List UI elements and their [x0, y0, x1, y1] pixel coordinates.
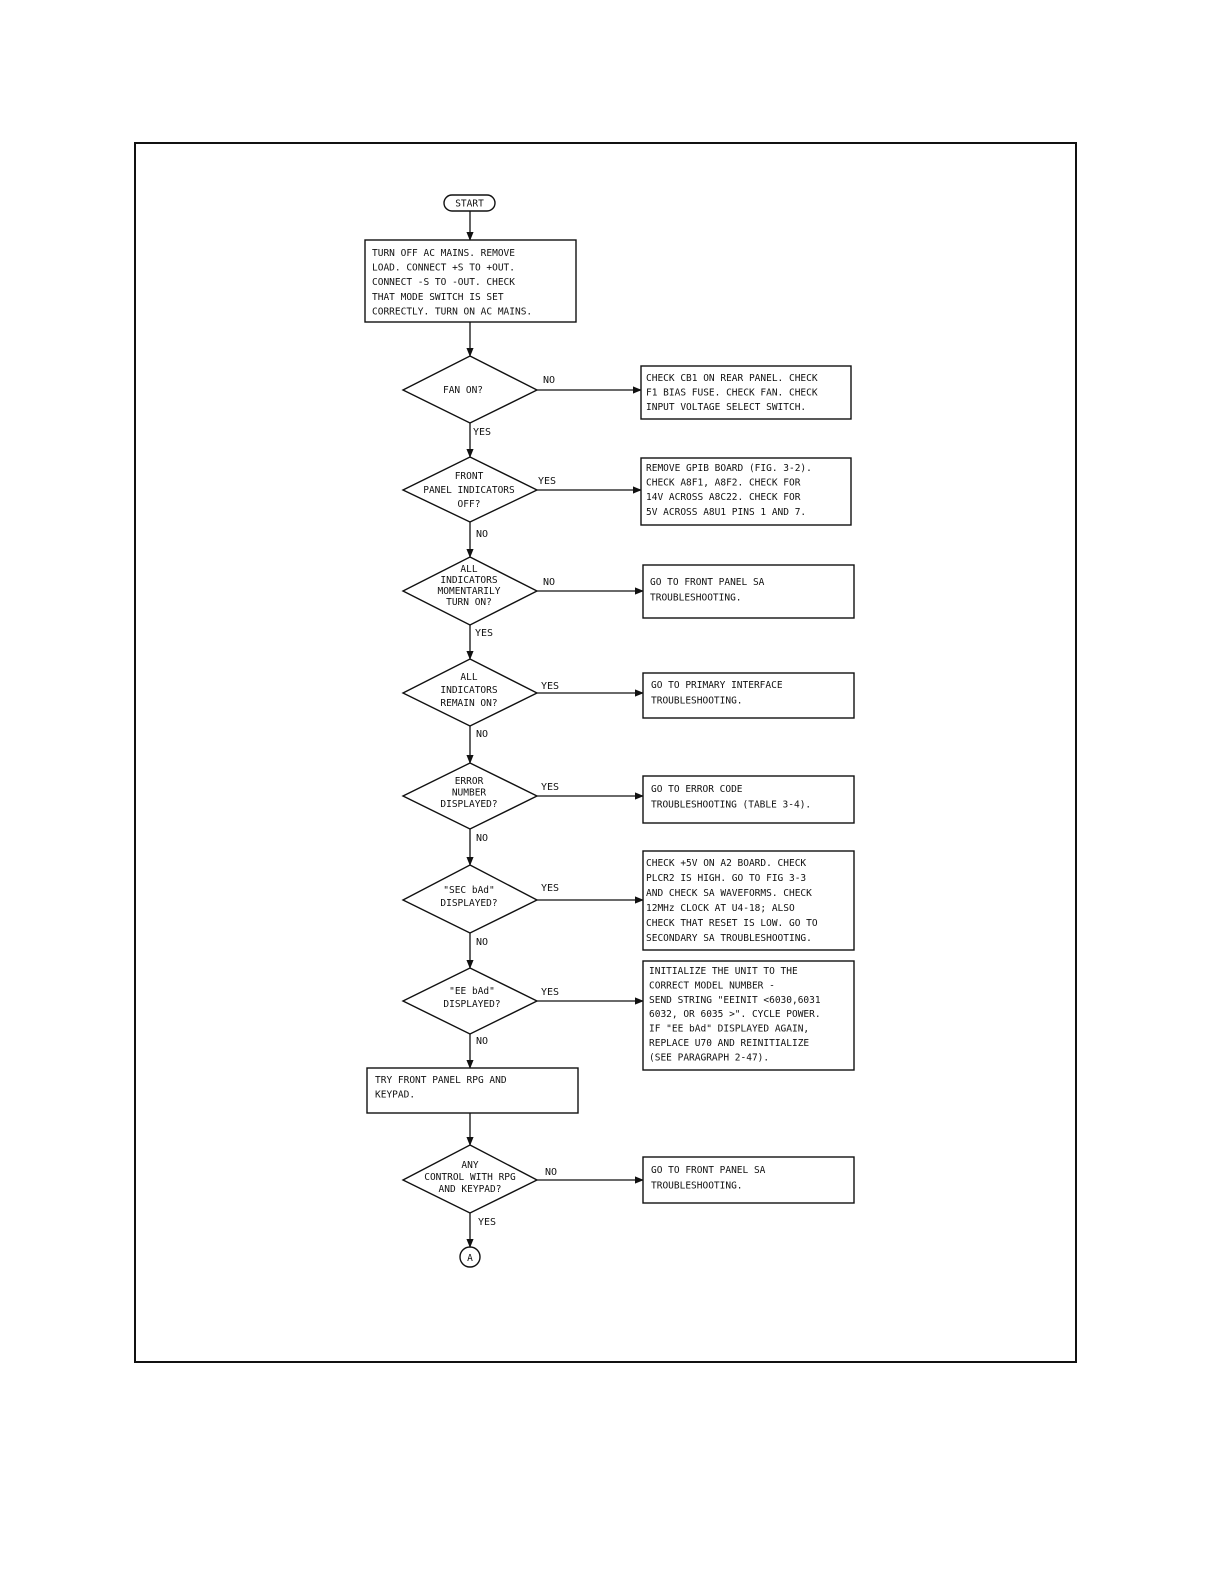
text-line: 14V ACROSS A8C22. CHECK FOR — [646, 492, 801, 504]
process-try-rpg — [367, 1068, 578, 1113]
text-line: KEYPAD. — [375, 1089, 416, 1101]
decision-sec-bad — [403, 865, 537, 933]
decision-all-momentarily-on — [403, 557, 537, 625]
label-yes: YES — [541, 987, 560, 998]
text-line: 5V ACROSS A8U1 PINS 1 AND 7. — [646, 506, 807, 518]
label-no: NO — [476, 937, 489, 948]
text-line: CONNECT -S TO -OUT. CHECK — [372, 277, 515, 289]
text-line: CORRECTLY. TURN ON AC MAINS. — [372, 306, 533, 318]
label-yes: YES — [538, 476, 557, 487]
text-line: AND KEYPAD? — [438, 1184, 502, 1195]
text-line: TRY FRONT PANEL RPG AND — [375, 1075, 507, 1086]
text-line: LOAD. CONNECT +S TO +OUT. — [372, 262, 515, 274]
text-line: IF "EE bAd" DISPLAYED AGAIN, — [649, 1023, 810, 1035]
text-line: CHECK A8F1, A8F2. CHECK FOR — [646, 477, 801, 489]
text-line: TROUBLESHOOTING (TABLE 3-4). — [651, 799, 812, 811]
text-line: REPLACE U70 AND REINITIALIZE — [649, 1038, 810, 1049]
label-yes: YES — [473, 427, 492, 438]
text-line: INDICATORS — [440, 685, 498, 696]
text-line: F1 BIAS FUSE. CHECK FAN. CHECK — [646, 387, 818, 399]
text-line: ANY — [461, 1160, 479, 1171]
text-line: REMAIN ON? — [440, 698, 498, 709]
label-no: NO — [543, 577, 556, 588]
text-line: GO TO FRONT PANEL SA — [651, 1165, 766, 1176]
text-line: FAN ON? — [442, 385, 484, 396]
label-no: NO — [476, 529, 489, 540]
action-error-code — [643, 776, 854, 823]
text-line: SEND STRING "EEINIT <6030,6031 — [649, 994, 821, 1006]
text-line: NUMBER — [451, 787, 487, 799]
text-line: OFF? — [457, 499, 481, 510]
decision-any-control — [403, 1145, 537, 1213]
text-line: (SEE PARAGRAPH 2-47). — [649, 1052, 770, 1064]
label-no: NO — [476, 1036, 489, 1047]
process-turn-off-ac — [365, 240, 576, 322]
page-frame — [135, 143, 1076, 1362]
text-line: INPUT VOLTAGE SELECT SWITCH. — [646, 402, 807, 414]
text-line: TROUBLESHOOTING. — [651, 695, 743, 707]
text-line: DISPLAYED? — [443, 999, 501, 1010]
text-line: INDICATORS — [440, 575, 498, 586]
text-line: TROUBLESHOOTING. — [650, 592, 742, 604]
text-line: INITIALIZE THE UNIT TO THE — [649, 966, 798, 977]
action-primary-interface — [643, 673, 854, 718]
decision-ee-bad — [403, 968, 537, 1034]
label-yes: YES — [478, 1217, 497, 1228]
text-line: GO TO FRONT PANEL SA — [650, 577, 765, 588]
text-line: CHECK THAT RESET IS LOW. GO TO — [646, 918, 818, 929]
label-yes: YES — [541, 782, 560, 793]
text-line: 6032, OR 6035 >". CYCLE POWER. — [649, 1009, 821, 1021]
decision-all-remain-on — [403, 659, 537, 726]
action-check-5v — [643, 851, 854, 950]
offpage-connector — [460, 1247, 480, 1267]
connector-label: A — [467, 1253, 473, 1264]
action-remove-gpib — [641, 458, 851, 525]
text-line: CONTROL WITH RPG — [424, 1172, 516, 1183]
action-initialize — [643, 961, 854, 1070]
decision-error-number — [403, 763, 537, 829]
decision-fan-on — [403, 356, 537, 423]
text-line: 12MHz CLOCK AT U4-18; ALSO — [646, 903, 795, 914]
label-yes: YES — [475, 628, 494, 639]
label-no: NO — [545, 1167, 558, 1178]
start-terminator — [444, 195, 495, 211]
text-line: REMOVE GPIB BOARD (FIG. 3-2). — [646, 463, 812, 474]
start-label: START — [455, 198, 484, 210]
label-no: NO — [476, 833, 489, 844]
text-line: ERROR — [454, 776, 484, 787]
text-line: CHECK +5V ON A2 BOARD. CHECK — [646, 858, 807, 869]
text-line: ALL — [460, 564, 478, 575]
text-line: DISPLAYED? — [440, 898, 498, 909]
text-line: ALL — [460, 672, 478, 683]
text-line: DISPLAYED? — [440, 799, 498, 810]
text-line: "SEC bAd" — [443, 885, 495, 896]
text-line: GO TO PRIMARY INTERFACE — [651, 680, 783, 691]
text-line: THAT MODE SWITCH IS SET — [372, 291, 504, 303]
text-line: GO TO ERROR CODE — [651, 784, 743, 795]
text-line: PLCR2 IS HIGH. GO TO FIG 3-3 — [646, 873, 807, 884]
label-no: NO — [543, 375, 556, 386]
decision-front-panel-off — [403, 457, 537, 522]
action-check-cb1 — [641, 366, 851, 419]
action-front-panel-sa-1 — [643, 565, 854, 618]
action-front-panel-sa-2 — [643, 1157, 854, 1203]
text-line: SECONDARY SA TROUBLESHOOTING. — [646, 933, 812, 944]
text-line: PANEL INDICATORS — [423, 485, 515, 496]
label-yes: YES — [541, 883, 560, 894]
text-line: MOMENTARILY — [437, 586, 501, 597]
text-line: CORRECT MODEL NUMBER - — [649, 980, 775, 992]
text-line: AND CHECK SA WAVEFORMS. CHECK — [646, 888, 812, 899]
text-line: TURN ON? — [446, 597, 492, 608]
text-line: "EE bAd" — [449, 986, 495, 997]
text-line: FRONT — [454, 471, 484, 482]
text-line: CHECK CB1 ON REAR PANEL. CHECK — [646, 373, 818, 384]
label-yes: YES — [541, 681, 560, 692]
text-line: TROUBLESHOOTING. — [651, 1180, 743, 1192]
label-no: NO — [476, 729, 489, 740]
text-line: TURN OFF AC MAINS. REMOVE — [372, 248, 515, 259]
